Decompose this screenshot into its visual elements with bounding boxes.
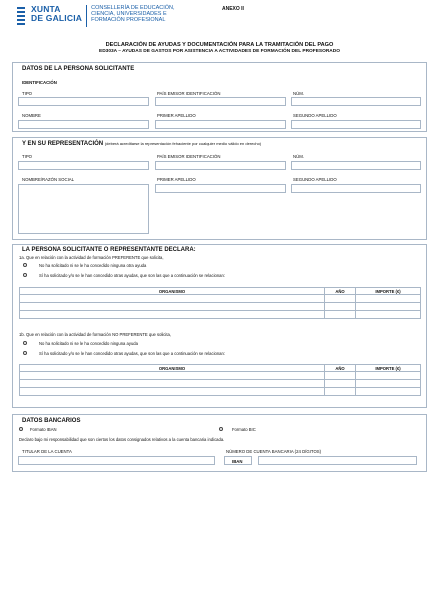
applicant-name-label: NOMBRE <box>22 113 41 118</box>
rep-surname1-field[interactable] <box>155 184 286 193</box>
dept-line-3: FORMACIÓN PROFESIONAL <box>91 17 166 23</box>
cell-input[interactable] <box>356 303 421 311</box>
preferent-yes-radio[interactable] <box>23 273 27 277</box>
department-name <box>91 5 174 23</box>
account-number-label: NÚMERO DE CUENTA BANCARIA (24 DÍGITOS) <box>226 449 322 454</box>
identification-label: IDENTIFICACIÓN <box>22 80 57 85</box>
preferent-yes-label: Sí ha solicitado y/o se le han concedido otras ayudas, que son las que a continuación se relacionan: <box>39 273 226 278</box>
account-holder-field[interactable] <box>18 456 215 465</box>
rep-surname1-label: PRIMER APELLIDO <box>157 177 196 182</box>
nonpreferent-yes-radio[interactable] <box>23 351 27 355</box>
dept-line-2: CIENCIA, UNIVERSIDADES E <box>91 11 167 17</box>
bank-heading: DATOS BANCARIOS <box>22 418 81 424</box>
col-organismo: ORGANISMO <box>20 288 325 295</box>
table-header-row <box>20 365 421 372</box>
applicant-country-field[interactable] <box>155 97 286 106</box>
representative-heading-text: Y EN SU REPRESENTACIÓN <box>22 141 104 147</box>
cell-input[interactable] <box>20 372 325 380</box>
cell-input[interactable] <box>356 388 421 396</box>
iban-label: IBAN <box>232 459 243 464</box>
xunta-emblem-icon <box>14 5 28 27</box>
iban-format-radio[interactable] <box>19 427 23 431</box>
applicant-type-field[interactable] <box>18 97 149 106</box>
rep-country-label: PAÍS EMISOR IDENTIFICACIÓN <box>157 154 221 159</box>
cell-input[interactable] <box>356 295 421 303</box>
logo-divider <box>86 5 87 27</box>
xunta-logo <box>14 5 175 27</box>
preferent-aid-table <box>19 287 421 319</box>
table-row <box>20 372 421 380</box>
cell-input[interactable] <box>325 311 356 319</box>
cell-input[interactable] <box>356 380 421 388</box>
bank-declaration: Declaro bajo mi responsabilidad que son ciertos los datos consignados relativos a la cuenta bancaria indicada. <box>19 437 225 442</box>
logo-text <box>31 5 82 23</box>
rep-number-label: NÚM. <box>293 154 304 159</box>
applicant-surname1-field[interactable] <box>155 120 286 129</box>
rep-surname2-field[interactable] <box>291 184 421 193</box>
cell-input[interactable] <box>325 303 356 311</box>
annex-label: ANEXO II <box>222 6 244 12</box>
preferent-no-label: No ha solicitado ni se le ha concedido ninguna otra ayuda <box>39 263 147 268</box>
cell-input[interactable] <box>20 295 325 303</box>
rep-number-field[interactable] <box>291 161 421 170</box>
cell-input[interactable] <box>325 380 356 388</box>
rep-type-label: TIPO <box>22 154 33 159</box>
col-year: AÑO <box>325 365 356 372</box>
rep-razon-field[interactable] <box>18 184 149 234</box>
applicant-number-field[interactable] <box>291 97 421 106</box>
applicant-heading: DATOS DE LA PERSONA SOLICITANTE <box>22 66 135 72</box>
rep-razon-label: NOMBRE/RAZÓN SOCIAL <box>22 177 75 182</box>
applicant-surname2-field[interactable] <box>291 120 421 129</box>
rep-country-field[interactable] <box>155 161 286 170</box>
applicant-name-field[interactable] <box>18 120 149 129</box>
nonpreferent-no-label: No ha solicitado ni se le ha concedido ninguna ayuda <box>39 341 138 346</box>
nonpreferent-question: 1b. Que en relación con la actividad de formación NO PREFERENTE que solicita, <box>19 332 171 337</box>
account-number-field[interactable] <box>258 456 417 465</box>
table-row <box>20 311 421 319</box>
applicant-country-label: PAÍS EMISOR IDENTIFICACIÓN <box>157 91 221 96</box>
cell-input[interactable] <box>325 295 356 303</box>
logo-line-1: XUNTA <box>31 4 61 14</box>
cell-input[interactable] <box>325 372 356 380</box>
rep-surname2-label: SEGUNDO APELLIDO <box>293 177 337 182</box>
applicant-surname2-label: SEGUNDO APELLIDO <box>293 113 337 118</box>
nonpreferent-no-radio[interactable] <box>23 341 27 345</box>
table-header-row <box>20 288 421 295</box>
cell-input[interactable] <box>356 372 421 380</box>
table-row <box>20 303 421 311</box>
nonpreferent-yes-label: Sí ha solicitado y/o se le han concedido otras ayudas, que son las que a continuación se relacionan: <box>39 351 226 356</box>
applicant-type-label: TIPO <box>22 91 33 96</box>
representative-note: (deberá acreditarse la representación fehaciente por cualquier medio válido en derecho) <box>104 141 262 146</box>
cell-input[interactable] <box>20 380 325 388</box>
col-amount: IMPORTE (€) <box>356 288 421 295</box>
bic-format-label: Formato BIC <box>232 427 256 432</box>
iban-prefix-field[interactable] <box>224 456 252 465</box>
cell-input[interactable] <box>20 388 325 396</box>
nonpreferent-aid-table <box>19 364 421 396</box>
table-row <box>20 380 421 388</box>
rep-type-field[interactable] <box>18 161 149 170</box>
logo-line-2: DE GALICIA <box>31 13 83 23</box>
cell-input[interactable] <box>20 303 325 311</box>
applicant-surname1-label: PRIMER APELLIDO <box>157 113 196 118</box>
page-title: DECLARACIÓN DE AYUDAS Y DOCUMENTACIÓN PARA LA TRAMITACIÓN DEL PAGO <box>105 42 334 48</box>
cell-input[interactable] <box>325 388 356 396</box>
col-organismo: ORGANISMO <box>20 365 325 372</box>
page-subtitle: ED303A – AYUDAS DE GASTOS POR ASISTENCIA A ACTIVIDADES DE FORMACIÓN DEL PROFESORADO <box>99 49 340 54</box>
account-holder-label: TITULAR DE LA CUENTA <box>22 449 72 454</box>
iban-format-label: Formato IBAN <box>30 427 57 432</box>
col-amount: IMPORTE (€) <box>356 365 421 372</box>
preferent-no-radio[interactable] <box>23 263 27 267</box>
preferent-question: 1a. Que en relación con la actividad de formación PREFERENTE que solicita, <box>19 255 164 260</box>
table-row <box>20 295 421 303</box>
cell-input[interactable] <box>356 311 421 319</box>
dept-line-1: CONSELLERÍA DE EDUCACIÓN, <box>91 5 175 11</box>
applicant-number-label: NÚM. <box>293 91 304 96</box>
table-row <box>20 388 421 396</box>
declaration-heading: LA PERSONA SOLICITANTE O REPRESENTANTE DECLARA: <box>22 247 196 253</box>
col-year: AÑO <box>325 288 356 295</box>
bic-format-radio[interactable] <box>219 427 223 431</box>
representative-heading <box>22 141 261 147</box>
cell-input[interactable] <box>20 311 325 319</box>
